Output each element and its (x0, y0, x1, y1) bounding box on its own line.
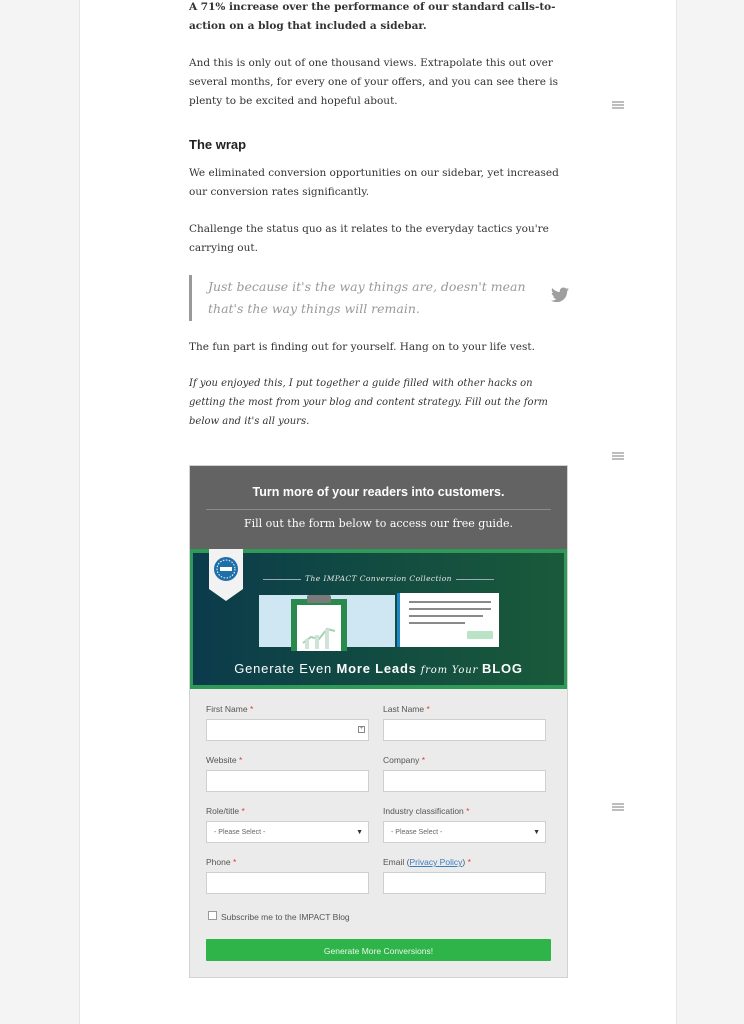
article-paragraph: Challenge the status quo as it relates to the everyday tactics you're carrying out. (189, 223, 549, 254)
first-name-field: First Name * + (206, 704, 369, 741)
article-paragraph: We eliminated conversion opportunities on our sidebar, yet increased our conversion rates significantly. (189, 167, 559, 198)
article-paragraph: A 71% increase over the performance of our standard calls-to-action on a blog that included a sidebar. (189, 1, 556, 32)
form-divider (206, 509, 551, 510)
banner-title: Generate Even More Leads from Your BLOG (234, 661, 523, 676)
form-header (190, 466, 567, 549)
lead-form (189, 465, 568, 978)
company-field: Company * (383, 755, 546, 792)
privacy-policy-link[interactable]: Privacy Policy (409, 857, 463, 867)
industry-field: Industry classification * - Please Select - ▼ (383, 806, 546, 843)
pull-quote (189, 275, 569, 321)
subscribe-label: Subscribe me to the IMPACT Blog (221, 912, 350, 922)
subscribe-checkbox[interactable] (208, 911, 217, 920)
dropdown-arrow-icon: ▼ (533, 828, 540, 836)
company-input[interactable] (384, 771, 545, 791)
form-subtitle: Fill out the form below to access our free guide. (243, 517, 514, 530)
guide-banner (190, 549, 567, 689)
website-input[interactable] (207, 771, 368, 791)
twitter-icon[interactable] (551, 287, 569, 303)
website-field: Website * (206, 755, 369, 792)
email-field: Email (Privacy Policy) * (383, 857, 546, 894)
dropdown-arrow-icon: ▼ (356, 828, 363, 836)
role-select[interactable]: - Please Select - ▼ (206, 821, 369, 843)
drag-handle-icon[interactable] (612, 452, 624, 460)
email-input[interactable] (384, 873, 545, 893)
article-paragraph: And this is only out of one thousand views. Extrapolate this out over several months, for every one of your offers, and you can see there is plenty to be excited and hopeful about. (189, 57, 558, 107)
phone-field: Phone * (206, 857, 369, 894)
article-paragraph: The fun part is finding out for yourself. Hang on to your life vest. (189, 341, 535, 353)
phone-input[interactable] (207, 873, 368, 893)
drag-handle-icon[interactable] (612, 101, 624, 109)
first-name-input[interactable] (207, 720, 368, 740)
clipboard-illustration-icon (259, 593, 503, 651)
autofill-icon[interactable]: + (359, 726, 364, 732)
quote-text: Just because it's the way things are, doesn't mean that's the way things will remain. (208, 279, 526, 316)
last-name-input[interactable] (384, 720, 545, 740)
banner-collection-label: The IMPACT Conversion Collection (263, 574, 494, 583)
article-paragraph-italic: If you enjoyed this, I put together a guide filled with other hacks on getting the most from your blog and content strategy. Fill out the form below and it's all yours. (189, 378, 548, 427)
role-field: Role/title * - Please Select - ▼ (206, 806, 369, 843)
industry-select[interactable]: - Please Select - ▼ (383, 821, 546, 843)
section-heading: The wrap (189, 137, 247, 152)
subscribe-option[interactable] (208, 912, 350, 922)
impact-badge-icon (209, 549, 243, 601)
submit-button[interactable]: Generate More Conversions! (206, 939, 551, 961)
form-title: Turn more of your readers into customers. (252, 485, 505, 499)
last-name-field: Last Name * (383, 704, 546, 741)
drag-handle-icon[interactable] (612, 803, 624, 811)
